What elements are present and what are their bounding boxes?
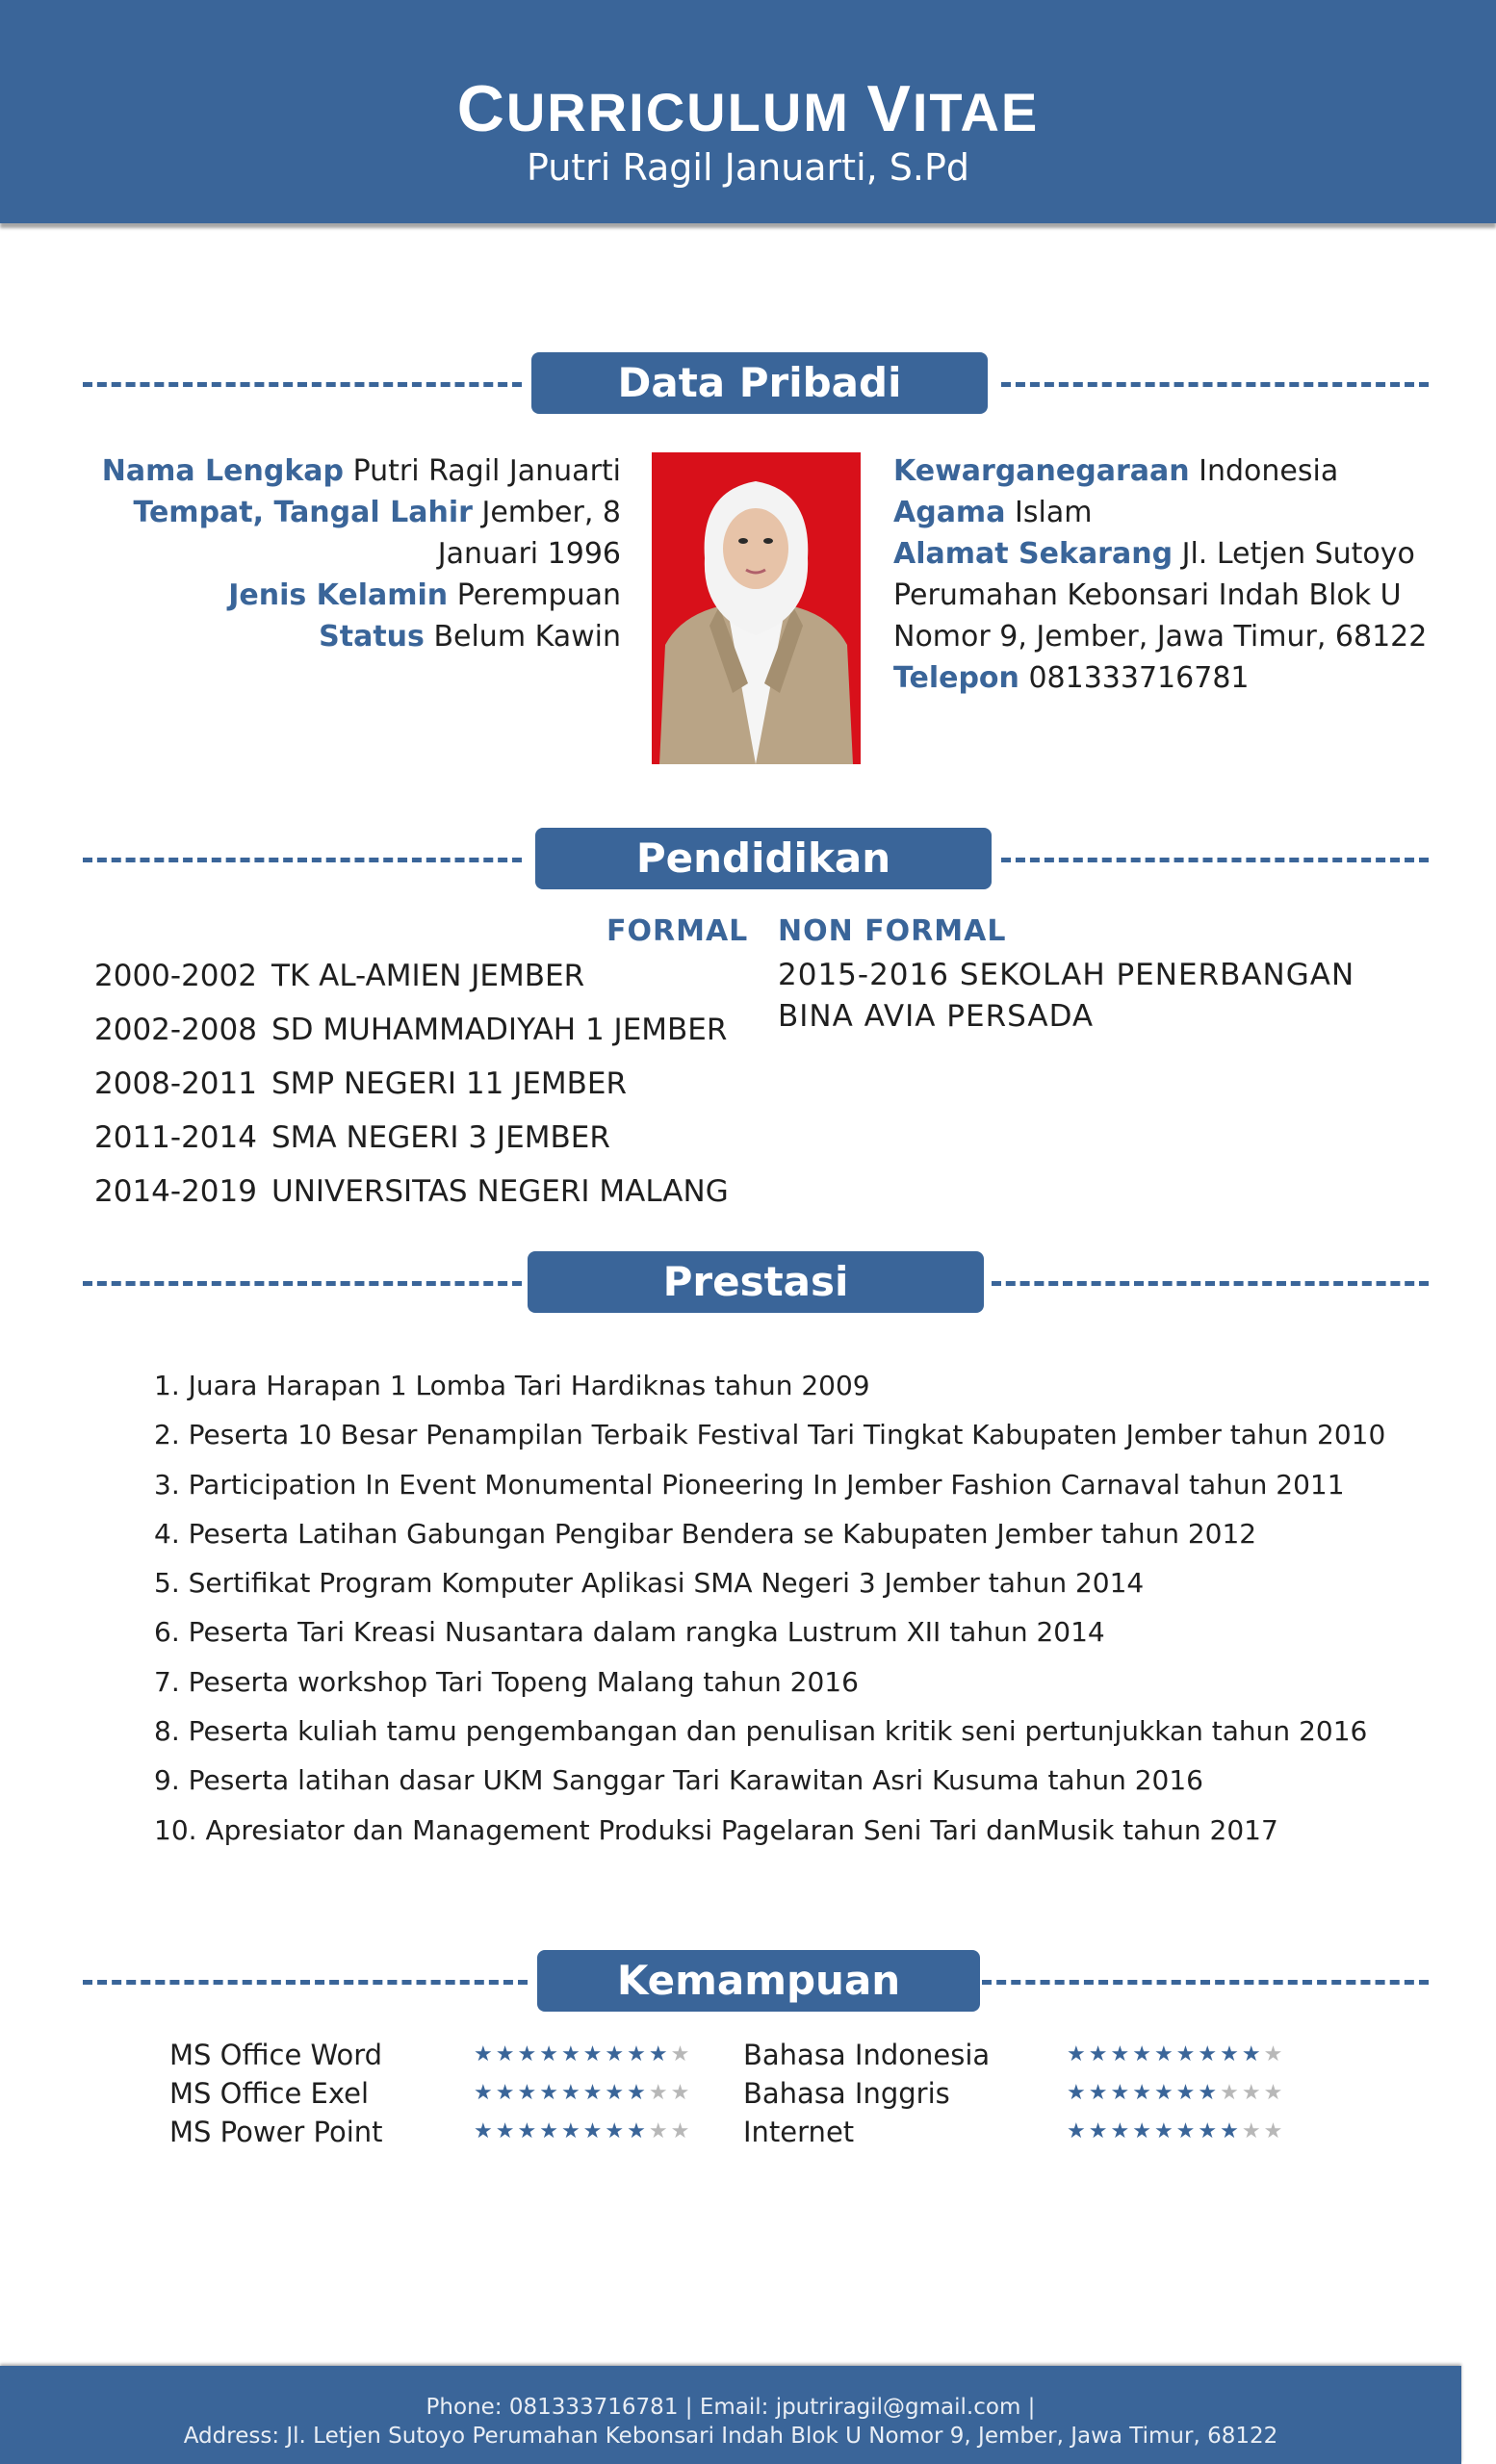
star-filled-icon: ★ — [560, 2042, 583, 2066]
star-filled-icon: ★ — [582, 2119, 606, 2143]
star-filled-icon: ★ — [1110, 2119, 1133, 2143]
cv-header — [0, 0, 1496, 223]
star-filled-icon: ★ — [1175, 2042, 1199, 2066]
divider-left — [83, 1980, 528, 1985]
star-filled-icon: ★ — [1132, 2081, 1154, 2105]
star-empty-icon: ★ — [648, 2119, 671, 2143]
star-filled-icon: ★ — [582, 2081, 606, 2105]
skill-name: MS Office Exel — [169, 2077, 370, 2110]
section-personal-heading — [0, 352, 1496, 420]
star-filled-icon: ★ — [1067, 2081, 1089, 2105]
star-filled-icon: ★ — [627, 2042, 649, 2066]
star-filled-icon: ★ — [627, 2081, 649, 2105]
skill-rating — [474, 2081, 692, 2105]
divider-left — [83, 858, 522, 862]
divider-right — [992, 1281, 1429, 1286]
personal-row: Status Belum Kawin — [319, 620, 621, 654]
star-filled-icon: ★ — [1110, 2042, 1133, 2066]
star-filled-icon: ★ — [1175, 2119, 1199, 2143]
section-title: Pendidikan — [535, 828, 992, 889]
personal-details-left — [77, 450, 621, 657]
star-filled-icon: ★ — [605, 2042, 628, 2066]
personal-row: Agama Islam — [893, 496, 1093, 529]
star-filled-icon: ★ — [648, 2042, 671, 2066]
star-filled-icon: ★ — [539, 2081, 561, 2105]
star-filled-icon: ★ — [1110, 2081, 1133, 2105]
star-filled-icon: ★ — [1067, 2119, 1089, 2143]
list-item: 3. Participation In Event Monumental Pioneering In Jember Fashion Carnaval tahun 2011 — [154, 1468, 1345, 1501]
star-empty-icon: ★ — [1241, 2081, 1264, 2105]
personal-row: Januari 1996 — [437, 537, 621, 571]
divider-right — [982, 1980, 1429, 1985]
star-empty-icon: ★ — [670, 2042, 693, 2066]
star-filled-icon: ★ — [1175, 2081, 1199, 2105]
star-filled-icon: ★ — [1132, 2042, 1154, 2066]
star-filled-icon: ★ — [560, 2119, 583, 2143]
personal-row: Jenis Kelamin Perempuan — [228, 578, 621, 612]
list-item: 7. Peserta workshop Tari Topeng Malang tahun 2016 — [154, 1665, 859, 1698]
section-education-heading — [0, 828, 1496, 895]
list-item: 4. Peserta Latihan Gabungan Pengibar Bendera se Kabupaten Jember tahun 2012 — [154, 1517, 1257, 1550]
skill-rating — [1067, 2081, 1285, 2105]
skill-rating — [1067, 2119, 1285, 2143]
star-filled-icon: ★ — [517, 2081, 540, 2105]
divider-left — [83, 382, 522, 387]
star-filled-icon: ★ — [474, 2081, 496, 2105]
skill-name: Bahasa Indonesia — [743, 2039, 991, 2071]
star-filled-icon: ★ — [495, 2081, 518, 2105]
personal-details-right — [893, 450, 1461, 699]
star-empty-icon: ★ — [1263, 2081, 1286, 2105]
star-filled-icon: ★ — [560, 2081, 583, 2105]
star-filled-icon: ★ — [517, 2119, 540, 2143]
star-filled-icon: ★ — [1153, 2081, 1176, 2105]
star-filled-icon: ★ — [1220, 2119, 1242, 2143]
personal-row: Tempat, Tangal Lahir Jember, 8 — [133, 496, 621, 529]
skill-name: Bahasa Inggris — [743, 2077, 950, 2110]
section-title: Data Pribadi — [531, 352, 988, 414]
star-filled-icon: ★ — [539, 2119, 561, 2143]
divider-left — [83, 1281, 522, 1286]
skill-name: Internet — [743, 2116, 855, 2148]
star-filled-icon: ★ — [1088, 2119, 1111, 2143]
personal-row: Nama Lengkap Putri Ragil Januarti — [101, 454, 621, 488]
star-filled-icon: ★ — [1220, 2042, 1242, 2066]
star-filled-icon: ★ — [1198, 2119, 1221, 2143]
divider-right — [1001, 858, 1429, 862]
list-item: 2. Peserta 10 Besar Penampilan Terbaik Festival Tari Tingkat Kabupaten Jember tahun 2010 — [154, 1419, 1386, 1451]
list-item: 1. Juara Harapan 1 Lomba Tari Hardiknas tahun 2009 — [154, 1370, 870, 1401]
personal-row: Perumahan Kebonsari Indah Blok U — [893, 578, 1402, 612]
nonformal-label: NON FORMAL — [778, 914, 1007, 948]
star-empty-icon: ★ — [670, 2119, 693, 2143]
star-filled-icon: ★ — [1132, 2119, 1154, 2143]
profile-photo — [652, 452, 861, 764]
personal-row: Kewarganegaraan Indonesia — [893, 454, 1339, 488]
footer-address: Address: Jl. Letjen Sutoyo Perumahan Kebonsari Indah Blok U Nomor 9, Jember, Jawa Timur, 68122 — [183, 2424, 1278, 2449]
list-item: 5. Sertifikat Program Komputer Aplikasi SMA Negeri 3 Jember tahun 2014 — [154, 1567, 1145, 1600]
star-filled-icon: ★ — [627, 2119, 649, 2143]
star-filled-icon: ★ — [1241, 2042, 1264, 2066]
cv-name: Putri Ragil Januarti, S.Pd — [526, 146, 970, 189]
star-filled-icon: ★ — [474, 2042, 496, 2066]
star-empty-icon: ★ — [670, 2081, 693, 2105]
star-empty-icon: ★ — [1241, 2119, 1264, 2143]
cv-title: CURRICULUM VITAE — [456, 72, 1040, 145]
skill-rating — [1067, 2042, 1285, 2066]
section-achievements-heading — [0, 1251, 1496, 1319]
list-item: 9. Peserta latihan dasar UKM Sanggar Tari Karawitan Asri Kusuma tahun 2016 — [154, 1764, 1203, 1797]
list-item: 8. Peserta kuliah tamu pengembangan dan penulisan kritik seni pertunjukkan tahun 2016 — [154, 1715, 1368, 1748]
star-filled-icon: ★ — [1088, 2081, 1111, 2105]
star-filled-icon: ★ — [1067, 2042, 1089, 2066]
section-skills-heading — [0, 1950, 1496, 2017]
divider-right — [1001, 382, 1429, 387]
personal-row: Nomor 9, Jember, Jawa Timur, 68122 — [893, 620, 1428, 654]
star-empty-icon: ★ — [1263, 2119, 1286, 2143]
nonformal-education: 2015-2016 SEKOLAH PENERBANGAN BINA AVIA PERSADA — [778, 958, 1355, 1034]
star-filled-icon: ★ — [1088, 2042, 1111, 2066]
star-filled-icon: ★ — [517, 2042, 540, 2066]
section-title: Prestasi — [528, 1251, 984, 1313]
skill-name: MS Power Point — [169, 2116, 383, 2148]
star-filled-icon: ★ — [495, 2119, 518, 2143]
star-filled-icon: ★ — [605, 2119, 628, 2143]
star-filled-icon: ★ — [605, 2081, 628, 2105]
list-item: 10. Apresiator dan Management Produksi Pagelaran Seni Tari danMusik tahun 2017 — [154, 1813, 1278, 1846]
formal-label: FORMAL — [606, 914, 749, 948]
star-empty-icon: ★ — [648, 2081, 671, 2105]
star-filled-icon: ★ — [474, 2119, 496, 2143]
skill-name: MS Office Word — [169, 2039, 383, 2071]
star-filled-icon: ★ — [1153, 2042, 1176, 2066]
personal-row: Telepon 081333716781 — [893, 661, 1250, 695]
star-filled-icon: ★ — [1198, 2042, 1221, 2066]
skill-rating — [474, 2042, 692, 2066]
footer-contact: Phone: 081333716781 | Email: jputriragil@gmail.com | — [426, 2395, 1036, 2420]
cv-footer — [0, 2366, 1461, 2464]
star-filled-icon: ★ — [1153, 2119, 1176, 2143]
star-empty-icon: ★ — [1263, 2042, 1286, 2066]
achievements-list — [154, 1365, 1385, 1859]
star-filled-icon: ★ — [539, 2042, 561, 2066]
skill-rating — [474, 2119, 692, 2143]
personal-row: Alamat Sekarang Jl. Letjen Sutoyo — [893, 537, 1415, 571]
star-filled-icon: ★ — [582, 2042, 606, 2066]
star-empty-icon: ★ — [1220, 2081, 1242, 2105]
list-item: 6. Peserta Tari Kreasi Nusantara dalam rangka Lustrum XII tahun 2014 — [154, 1616, 1105, 1649]
star-filled-icon: ★ — [495, 2042, 518, 2066]
star-filled-icon: ★ — [1198, 2081, 1221, 2105]
section-title: Kemampuan — [537, 1950, 980, 2012]
